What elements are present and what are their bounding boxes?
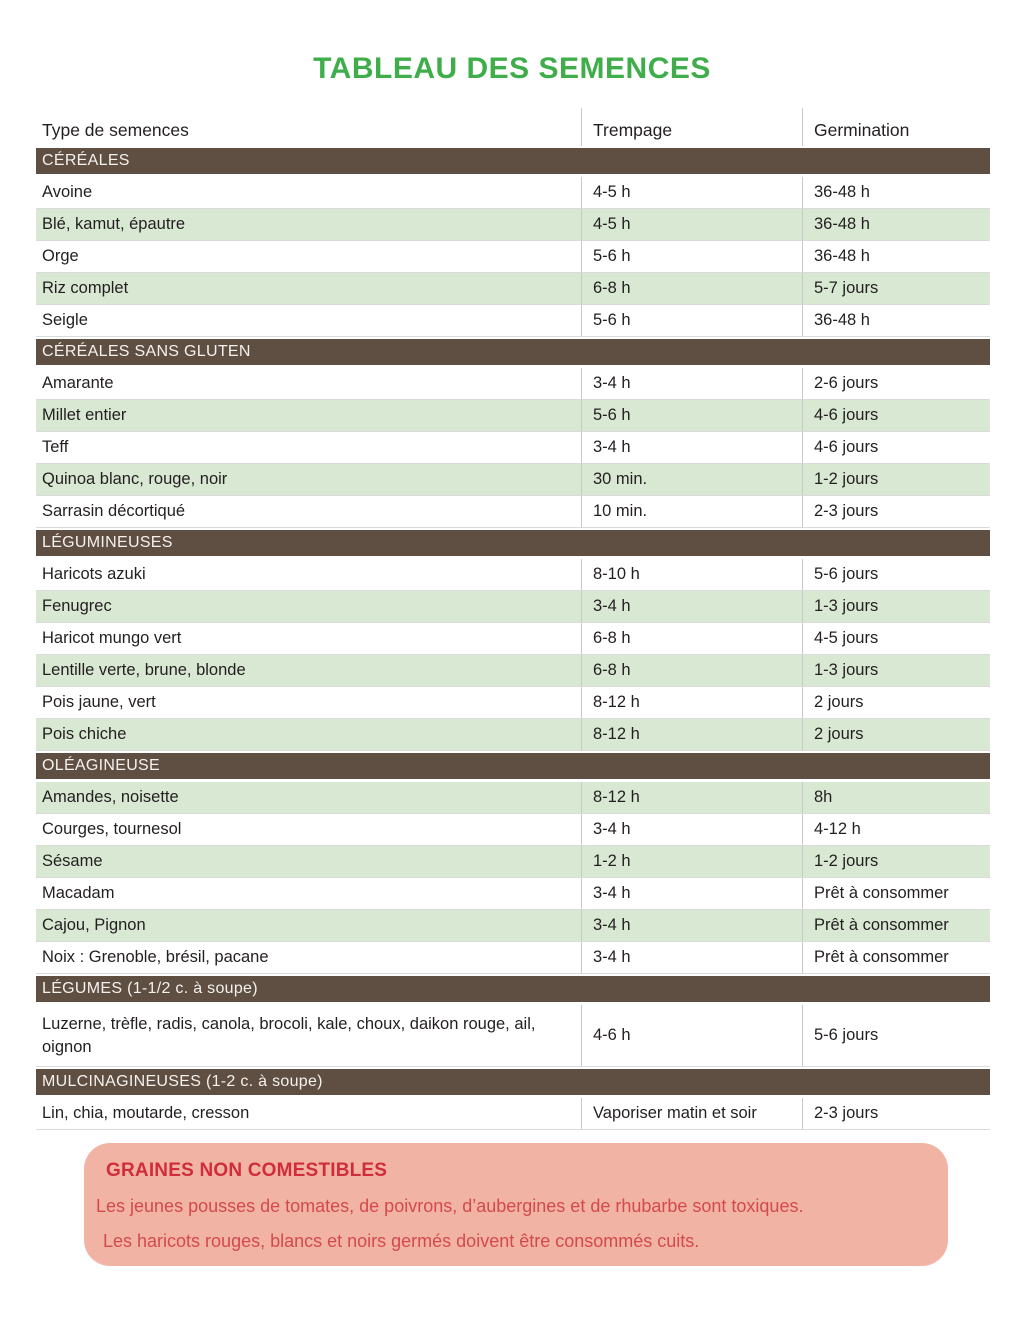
cell-trempage: 3-4 h: [581, 814, 802, 845]
cell-trempage: 5-6 h: [581, 400, 802, 431]
cell-type: Sésame: [42, 852, 103, 871]
cell-type: Riz complet: [42, 279, 129, 298]
cell-trempage: 4-5 h: [581, 177, 802, 208]
cell-trempage: 3-4 h: [581, 591, 802, 622]
cell-germination: 5-7 jours: [802, 273, 990, 304]
cell-type: Pois chiche: [42, 725, 127, 744]
cell-germination: 8h: [802, 782, 990, 813]
table-row: [36, 782, 990, 814]
cell-type: Fenugrec: [42, 597, 112, 616]
warning-note-box: [84, 1143, 948, 1266]
cell-trempage: 6-8 h: [581, 655, 802, 686]
cell-germination: 2-3 jours: [802, 1098, 990, 1129]
table-row: [36, 177, 990, 209]
cell-type: Sarrasin décortiqué: [42, 502, 186, 521]
warning-note-title: GRAINES NON COMESTIBLES: [106, 1160, 388, 1181]
cell-trempage: 6-8 h: [581, 623, 802, 654]
table-row: [36, 273, 990, 305]
cell-germination: 5-6 jours: [802, 1005, 990, 1066]
table-row: [36, 464, 990, 496]
cell-type: Avoine: [42, 183, 93, 202]
cell-trempage: 3-4 h: [581, 432, 802, 463]
cell-germination: Prêt à consommer: [802, 878, 990, 909]
cell-type: Quinoa blanc, rouge, noir: [42, 470, 228, 489]
cell-trempage: 8-12 h: [581, 719, 802, 750]
section-header: LÉGUMES (1-1/2 c. à soupe): [36, 976, 990, 1002]
cell-type: Orge: [42, 247, 79, 266]
cell-type: Noix : Grenoble, brésil, pacane: [42, 948, 269, 967]
table-row: [36, 814, 990, 846]
table-row: [36, 559, 990, 591]
seed-table: [36, 108, 990, 1130]
table-row: [36, 846, 990, 878]
table-row: [36, 496, 990, 528]
cell-trempage: 8-10 h: [581, 559, 802, 590]
section-header: OLÉAGINEUSE: [36, 753, 990, 779]
cell-type: Haricots azuki: [42, 565, 146, 584]
cell-type: Macadam: [42, 884, 115, 903]
column-header-trempage: Trempage: [581, 108, 802, 146]
cell-trempage: 3-4 h: [581, 910, 802, 941]
cell-germination: Prêt à consommer: [802, 910, 990, 941]
table-row: [36, 910, 990, 942]
cell-type: Amandes, noisette: [42, 788, 179, 807]
cell-germination: 4-6 jours: [802, 432, 990, 463]
cell-germination: 36-48 h: [802, 305, 990, 336]
cell-type: Courges, tournesol: [42, 820, 182, 839]
cell-germination: 2-6 jours: [802, 368, 990, 399]
cell-trempage: 3-4 h: [581, 878, 802, 909]
cell-germination: 2 jours: [802, 719, 990, 750]
cell-trempage: 3-4 h: [581, 368, 802, 399]
table-row: [36, 209, 990, 241]
cell-type: Teff: [42, 438, 69, 457]
cell-germination: 36-48 h: [802, 241, 990, 272]
cell-germination: 1-2 jours: [802, 846, 990, 877]
table-body: [36, 148, 990, 1130]
cell-type: Cajou, Pignon: [42, 916, 146, 935]
cell-trempage: 1-2 h: [581, 846, 802, 877]
cell-germination: 4-6 jours: [802, 400, 990, 431]
cell-germination: 4-12 h: [802, 814, 990, 845]
table-row: [36, 591, 990, 623]
table-row: [36, 942, 990, 974]
cell-trempage: 5-6 h: [581, 305, 802, 336]
cell-germination: 1-2 jours: [802, 464, 990, 495]
cell-type: Blé, kamut, épautre: [42, 215, 186, 234]
cell-trempage: 3-4 h: [581, 942, 802, 973]
cell-trempage: 8-12 h: [581, 782, 802, 813]
cell-germination: 2 jours: [802, 687, 990, 718]
page-title: TABLEAU DES SEMENCES: [313, 52, 711, 85]
cell-trempage: 8-12 h: [581, 687, 802, 718]
table-row: [36, 305, 990, 337]
cell-germination: 1-3 jours: [802, 655, 990, 686]
cell-germination: 2-3 jours: [802, 496, 990, 527]
cell-type: Luzerne, trèfle, radis, canola, brocoli, kale, choux, daikon rouge, ail, oignon: [42, 1015, 536, 1056]
cell-germination: 5-6 jours: [802, 559, 990, 590]
warning-note-line-2: Les haricots rouges, blancs et noirs germés doivent être consommés cuits.: [103, 1231, 700, 1251]
section-header: MULCINAGINEUSES (1-2 c. à soupe): [36, 1069, 990, 1095]
cell-type: Lin, chia, moutarde, cresson: [42, 1104, 250, 1123]
table-row: [36, 655, 990, 687]
column-header-germination: Germination: [802, 108, 990, 146]
section-header: CÉRÉALES SANS GLUTEN: [36, 339, 990, 365]
cell-type: Pois jaune, vert: [42, 693, 156, 712]
table-row: [36, 687, 990, 719]
table-row: [36, 719, 990, 751]
section-header: CÉRÉALES: [36, 148, 990, 174]
table-row: [36, 400, 990, 432]
warning-note-line-1: Les jeunes pousses de tomates, de poivrons, d’aubergines et de rhubarbe sont toxiques.: [96, 1196, 804, 1216]
cell-germination: Prêt à consommer: [802, 942, 990, 973]
cell-trempage: 4-6 h: [581, 1005, 802, 1066]
column-header-type: Type de semences: [42, 120, 189, 140]
cell-trempage: 6-8 h: [581, 273, 802, 304]
section-header: LÉGUMINEUSES: [36, 530, 990, 556]
cell-type: Amarante: [42, 374, 114, 393]
cell-trempage: 10 min.: [581, 496, 802, 527]
table-header-row: [36, 108, 990, 146]
cell-type: Seigle: [42, 311, 88, 330]
table-row: [36, 1098, 990, 1130]
cell-type: Lentille verte, brune, blonde: [42, 661, 246, 680]
table-row: [36, 368, 990, 400]
table-row: [36, 1005, 990, 1067]
table-row: [36, 878, 990, 910]
cell-type: Millet entier: [42, 406, 127, 425]
cell-trempage: Vaporiser matin et soir: [581, 1098, 802, 1129]
cell-trempage: 5-6 h: [581, 241, 802, 272]
cell-germination: 36-48 h: [802, 177, 990, 208]
table-row: [36, 623, 990, 655]
cell-germination: 36-48 h: [802, 209, 990, 240]
cell-type: Haricot mungo vert: [42, 629, 182, 648]
cell-trempage: 4-5 h: [581, 209, 802, 240]
table-row: [36, 241, 990, 273]
cell-trempage: 30 min.: [581, 464, 802, 495]
cell-germination: 4-5 jours: [802, 623, 990, 654]
table-row: [36, 432, 990, 464]
cell-germination: 1-3 jours: [802, 591, 990, 622]
